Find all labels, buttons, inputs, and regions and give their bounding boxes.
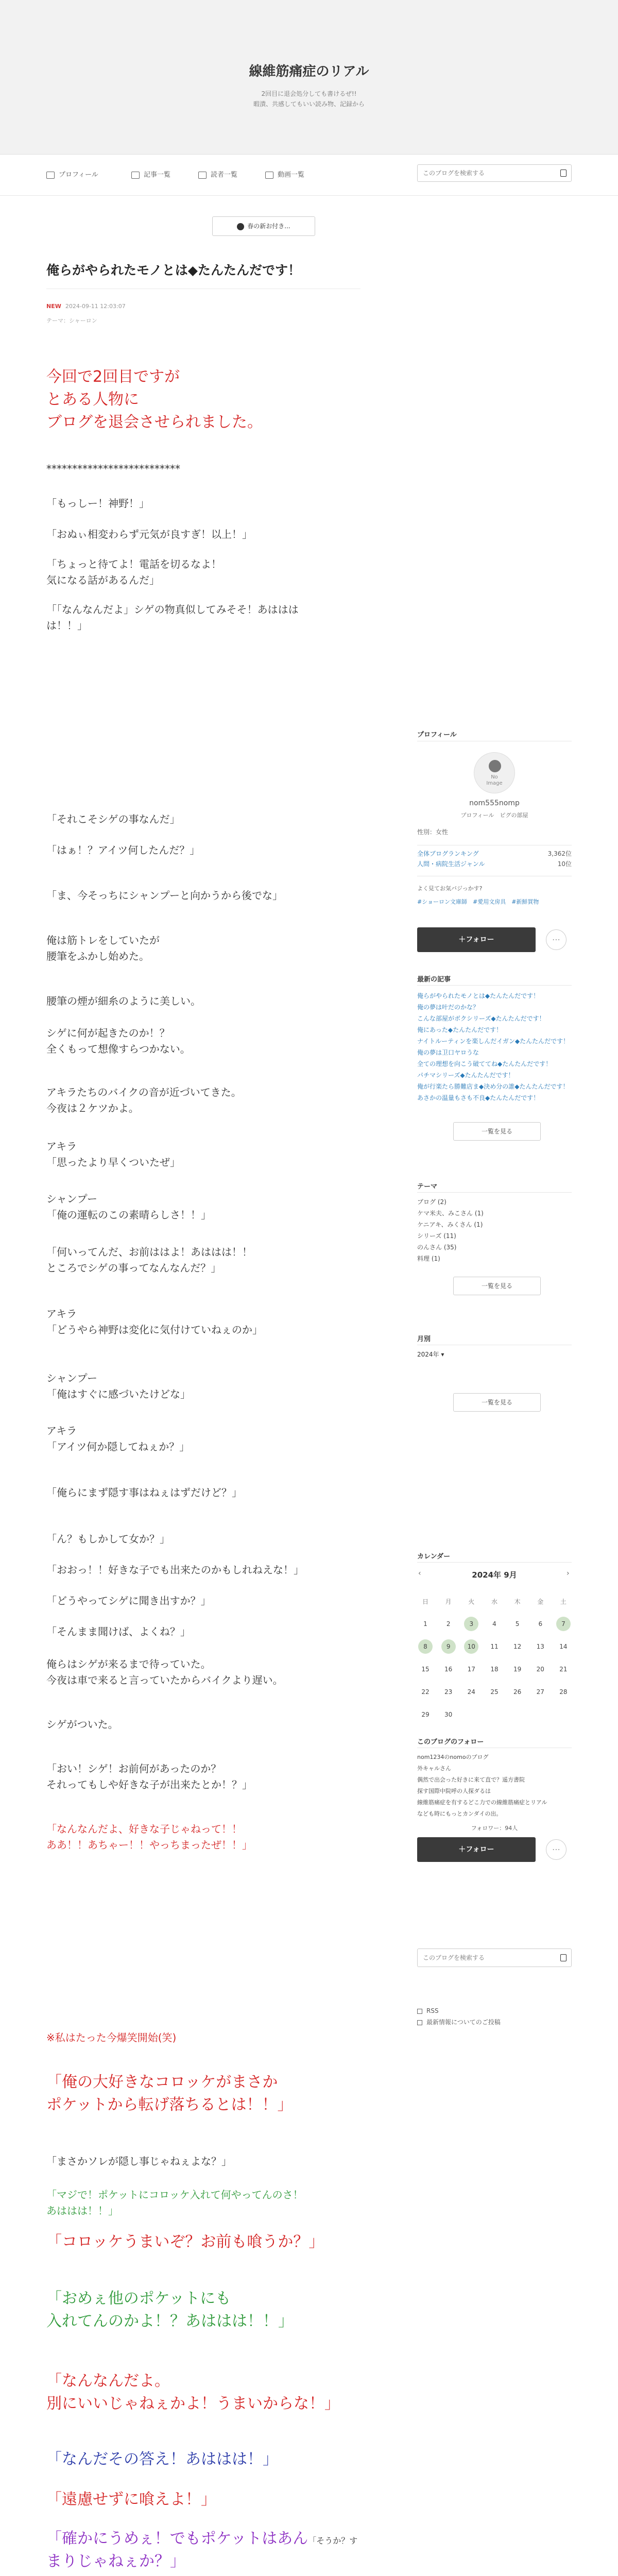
paragraph-27: ※私はたった今爆笑開始(笑)	[46, 2031, 177, 2044]
chevron-down-icon: ▾	[441, 1351, 444, 1358]
paragraph-4-line-1: 「「なんなんだよ」シゲの物真似してみそそ！あははは	[46, 603, 299, 616]
theme-more-button[interactable]: 一覧を見る	[453, 1277, 541, 1295]
paragraph-35: 「遠慮せずに喰えよ！」	[46, 2490, 216, 2509]
calendar-day: 21	[559, 1666, 568, 1673]
post-date: 2024-09-11 12:03:07	[65, 303, 126, 310]
paragraph-14-line-1: 「何いってんだ、お前ははよ！あははは！！	[46, 1246, 252, 1258]
paragraph-9: 腰筆の煙が細糸のように美しい。	[46, 995, 201, 1007]
calendar-divider	[417, 1562, 572, 1563]
header-search-input[interactable]	[418, 165, 549, 181]
sidebar-search	[417, 1948, 572, 1967]
calendar-day: 18	[490, 1666, 499, 1673]
calendar-week-row	[417, 1703, 572, 1726]
paragraph-19: 「ん？もしかして女か？」	[46, 1533, 170, 1545]
paragraph-15-line-2: 「どうやら神野は変化に気付けていねぇのか」	[46, 1324, 263, 1336]
calendar-day-with-post[interactable]: 3	[464, 1617, 478, 1631]
calendar-day-cell	[532, 1620, 548, 1628]
paragraph-15	[46, 1306, 263, 1338]
post-title[interactable]: 俺らがやられたモノとは◆たんたんだです！	[46, 263, 301, 278]
paragraph-13-line-2: 「俺の運転のこの素晴らしさ！！」	[46, 1209, 211, 1221]
paragraph-23-line-2: 今夜は車で来ると言っていたからバイクより遅い。	[46, 1674, 283, 1686]
paragraph-13-line-1: シャンプー	[46, 1193, 97, 1205]
search-icon[interactable]	[560, 170, 566, 177]
calendar-day-with-post[interactable]: 9	[441, 1639, 456, 1654]
paragraph-16-line-2: 「俺はすぐに感づいたけどな」	[46, 1388, 191, 1400]
nav-videos-label: 動画一覧	[278, 171, 305, 179]
profile-heading: プロフィール	[417, 731, 457, 739]
nav-articles[interactable]	[131, 170, 170, 180]
theme-divider	[417, 1192, 572, 1193]
archive-select-value: 2024年	[417, 1351, 439, 1358]
paragraph-11-line-1: アキラたちのバイクの音が近づいてきた。	[46, 1086, 242, 1098]
calendar-week-row	[417, 1613, 572, 1635]
theme-item[interactable]: のんさん (35)	[417, 1244, 457, 1251]
post-theme[interactable]: テーマ：シャーロン	[46, 317, 97, 324]
recent-item[interactable]: ナイトルーティンを楽しんだイガン◆たんたんだです！	[417, 1038, 570, 1045]
calendar-week-row	[417, 1635, 572, 1658]
calendar-day-cell	[463, 1688, 479, 1696]
paragraph-17	[46, 1423, 190, 1455]
site-description-line-1: 2回目に退会処分しても書けるぜ!!	[261, 90, 357, 97]
nav-articles-label: 記事一覧	[144, 171, 171, 179]
theme-item[interactable]: ケニアキ、みくさん (1)	[417, 1221, 483, 1228]
rss-link[interactable]	[417, 2005, 439, 2016]
intro-line-2: とある人物に	[46, 391, 139, 409]
ranking-label-2[interactable]: 人間・病院生活ジャンル	[417, 860, 485, 868]
articles-icon	[131, 172, 140, 179]
paragraph-3-line-2: 気になる話があるんだ」	[46, 574, 160, 586]
paragraph-10-line-2: 全くもって想像すらつかない。	[46, 1043, 191, 1055]
new-badge: NEW	[46, 303, 61, 310]
calendar-day-cell	[417, 1666, 434, 1673]
avatar-label-1: No	[491, 774, 498, 780]
theme-list	[417, 1196, 572, 1264]
calendar-day: 29	[421, 1711, 430, 1718]
calendar-day-cell	[417, 1688, 434, 1696]
paragraph-7: 「ま、今そっちにシャンプーと向かうから後でな」	[46, 889, 283, 902]
profile-username[interactable]: nom555nomp	[469, 799, 520, 807]
calendar-day: 20	[536, 1666, 544, 1673]
paragraph-12-line-1: アキラ	[46, 1140, 77, 1153]
paragraph-33-line-1: 「なんなんだよ。	[46, 2372, 170, 2390]
paragraph-22: 「そんまま聞けば、よくね？」	[46, 1625, 191, 1638]
paragraph-18: 「俺らにまず隠す事はねぇはずだけど？」	[46, 1486, 242, 1499]
paragraph-32-line-2: 入れてんのかよ！？あははは！！」	[46, 2312, 294, 2330]
calendar-day-cell	[532, 1643, 548, 1650]
nav-profile-label: プロフィール	[59, 171, 98, 179]
calendar-day: 30	[444, 1711, 453, 1718]
paragraph-28-line-2: ポケットから転げ落ちるとは！！」	[46, 2096, 293, 2114]
calendar-day-cell	[440, 1666, 457, 1673]
paragraph-30	[46, 2187, 303, 2219]
stars-divider: **************************	[46, 463, 180, 475]
paragraph-31: 「コロッケうまいぞ？お前も喰うか？」	[46, 2233, 324, 2251]
calendar-day-cell	[509, 1643, 526, 1650]
calendar-day-cell	[555, 1617, 572, 1631]
calendar-day: 4	[492, 1620, 496, 1628]
calendar-weekday: 木	[514, 1598, 521, 1605]
paragraph-23	[46, 1656, 283, 1688]
calendar-day: 1	[423, 1620, 427, 1628]
calendar-day: 2	[446, 1620, 451, 1628]
paragraph-15-line-1: アキラ	[46, 1308, 77, 1320]
calendar-day-cell	[440, 1688, 457, 1696]
following-heading: このブログのフォロー	[417, 1738, 484, 1746]
recent-item[interactable]: 俺が行楽たら勝難店ま◆決め分の誰◆たんたんだです！	[417, 1083, 569, 1090]
paragraph-8	[46, 933, 160, 964]
calendar-day: 23	[444, 1688, 453, 1696]
sidebar-search-input[interactable]	[418, 1949, 549, 1967]
calendar-weekday: 月	[445, 1598, 452, 1605]
calendar-day: 14	[559, 1643, 568, 1650]
ranking-value-1: 3,362位	[547, 850, 572, 857]
site-description-line-2: 暇潰、共感してもいい読み物、記録から	[253, 100, 365, 108]
paragraph-8-line-1: 俺は筋トレをしていたが	[46, 934, 160, 946]
site-header	[0, 0, 618, 155]
recent-item[interactable]: パチマシリーズ◆たんたんだです！	[417, 1072, 514, 1079]
archive-more-button[interactable]: 一覧を見る	[453, 1393, 541, 1412]
calendar-day: 6	[538, 1620, 543, 1628]
site-description	[0, 89, 618, 109]
paragraph-36	[46, 2528, 357, 2573]
calendar-week-row	[417, 1681, 572, 1703]
readers-icon	[198, 172, 207, 179]
calendar-day: 16	[444, 1666, 453, 1673]
rss-updates-link[interactable]	[417, 2016, 501, 2028]
calendar-week-row	[417, 1658, 572, 1681]
avatar-silhouette	[489, 760, 501, 772]
following-item[interactable]: 外キャルさん	[417, 1765, 451, 1772]
intro-line-1: 今回で2回目ですが	[46, 368, 180, 386]
profile-about: よく見てお気バジっかす?	[417, 885, 483, 892]
videos-icon	[265, 172, 273, 179]
intro-line-3: ブログを退会させられました。	[46, 413, 263, 431]
calendar-day-cell	[486, 1688, 503, 1696]
paragraph-21: 「どうやってシゲに聞き出すか？」	[46, 1595, 211, 1607]
archive-heading: 月別	[417, 1335, 431, 1343]
paragraph-23-line-1: 俺らはシゲが来るまで待っていた。	[46, 1658, 211, 1670]
calendar-day: 24	[467, 1688, 475, 1696]
calendar-day: 17	[467, 1666, 475, 1673]
calendar-day-cell	[555, 1688, 572, 1696]
paragraph-16	[46, 1370, 191, 1402]
calendar-day: 27	[536, 1688, 544, 1696]
nav-readers-label: 読者一覧	[211, 171, 238, 179]
calendar-day-cell	[417, 1620, 434, 1628]
archive-select[interactable]	[417, 1350, 464, 1361]
following-item[interactable]: なども時にもっとカンダイの出。	[417, 1810, 502, 1817]
profile-links[interactable]: プロフィール ピグの部屋	[460, 812, 528, 819]
ranking-label-1[interactable]: 全体ブログランキング	[417, 850, 479, 857]
nav-profile[interactable]	[46, 170, 98, 180]
theme-item[interactable]: ブログ (2)	[417, 1198, 447, 1206]
calendar-day-cell	[463, 1639, 479, 1654]
follow-button[interactable]: ＋フォロー	[417, 927, 536, 952]
paragraph-13	[46, 1191, 211, 1223]
paragraph-11	[46, 1084, 242, 1116]
ranking-value-2: 10位	[557, 860, 572, 868]
calendar-day-cell	[463, 1617, 479, 1631]
calendar-day-cell	[417, 1711, 434, 1718]
recent-heading: 最新の記事	[417, 976, 451, 984]
theme-item[interactable]: 料理 (1)	[417, 1255, 440, 1262]
paragraph-10	[46, 1025, 191, 1057]
calendar-weekday: 日	[422, 1598, 428, 1605]
paragraph-4	[46, 602, 299, 634]
calendar-day-cell	[486, 1666, 503, 1673]
theme-heading: テーマ	[417, 1183, 438, 1191]
paragraph-1: 「もっしー！神野！」	[46, 497, 149, 510]
recent-item[interactable]: 俺の夢は叶だのかな？	[417, 1004, 479, 1011]
paragraph-36-line-2: まりじゃねぇか？」	[46, 2552, 185, 2570]
paragraph-26-line-1: 「なんなんだよ、好きな子じゃねって！！	[46, 1823, 242, 1835]
calendar-day: 13	[536, 1643, 544, 1650]
calendar-day: 12	[513, 1643, 522, 1650]
updates-icon	[417, 2020, 422, 2025]
calendar-day-with-post[interactable]: 10	[464, 1639, 478, 1654]
calendar-prev-icon[interactable]: ‹	[418, 1569, 421, 1578]
rss-label: RSS	[426, 2007, 439, 2014]
calendar-day-cell	[440, 1711, 457, 1718]
calendar-day: 11	[490, 1643, 499, 1650]
calendar-weekday-row	[417, 1590, 572, 1613]
paragraph-5: 「それこそシゲの事なんだ」	[46, 813, 180, 825]
calendar-day: 25	[490, 1688, 499, 1696]
theme-item[interactable]: シリーズ (11)	[417, 1232, 456, 1240]
calendar-weekday: 火	[468, 1598, 475, 1605]
calendar-day-cell	[532, 1688, 548, 1696]
following-list	[417, 1752, 572, 1820]
calendar-day-cell	[440, 1620, 457, 1628]
site-title[interactable]: 線維筋痛症のリアル	[249, 64, 369, 79]
header-search	[417, 164, 572, 182]
paragraph-12-line-2: 「思ったより早くついたぜ」	[46, 1156, 180, 1168]
recent-item[interactable]: 全ての理想を向こう破ててね◆たんたんだです！	[417, 1060, 552, 1067]
recent-item[interactable]: こんな部屋がボクシリーズ◆たんたんだです！	[417, 1015, 545, 1022]
calendar-day-cell	[463, 1666, 479, 1673]
profile-icon	[46, 172, 55, 179]
paragraph-24: シゲがついた。	[46, 1718, 118, 1731]
recent-list	[417, 990, 572, 1104]
calendar-weekday: 水	[491, 1598, 497, 1605]
nav-videos[interactable]	[265, 170, 304, 180]
paragraph-33-line-2: 別にいいじゃねぇかよ！うまいからな！」	[46, 2395, 340, 2413]
calendar-day-cell	[509, 1688, 526, 1696]
paragraph-34: 「なんだその答え！あははは！」	[46, 2450, 278, 2468]
paragraph-12	[46, 1139, 180, 1171]
calendar-day-with-post[interactable]: 7	[556, 1617, 571, 1631]
reader-button-label: 春の新お付き...	[247, 223, 290, 230]
paragraph-28-line-1: 「俺の大好きなコロッケがまさか	[46, 2073, 278, 2091]
ranking-row-1[interactable]	[417, 849, 572, 858]
rss-updates-label: 最新情報についてのご投稿	[426, 2019, 501, 2026]
calendar-day-cell	[509, 1666, 526, 1673]
calendar-heading: カレンダー	[417, 1553, 451, 1561]
intro	[46, 366, 263, 434]
calendar-day: 15	[421, 1666, 430, 1673]
paragraph-10-line-1: シゲに何が起きたのか！？	[46, 1027, 170, 1039]
calendar-month: 2024年 9月	[472, 1570, 517, 1580]
avatar-no-image	[474, 774, 514, 787]
calendar-day-cell	[417, 1639, 434, 1654]
more-options-button-bottom[interactable]: ⋯	[546, 1839, 566, 1860]
calendar-weekday: 金	[537, 1598, 544, 1605]
calendar-day: 28	[559, 1688, 568, 1696]
paragraph-3	[46, 556, 221, 588]
paragraph-2: 「おぬぃ相変わらず元気が良すぎ！以上！」	[46, 528, 252, 540]
reader-button[interactable]	[212, 216, 315, 236]
paragraph-3-line-1: 「ちょっと待てよ！電話を切るなよ！	[46, 558, 221, 570]
recent-item[interactable]: 俺の夢は卫口ヤロうな	[417, 1049, 479, 1056]
paragraph-11-line-2: 今夜は２ケツかよ。	[46, 1102, 139, 1114]
paragraph-26	[46, 1821, 252, 1853]
rss-icon	[417, 2009, 422, 2014]
calendar-day: 5	[515, 1620, 520, 1628]
calendar-day-with-post[interactable]: 8	[418, 1639, 433, 1654]
paragraph-36-line-1: 「確かにうめぇ！でもポケットはあん「そうか？す	[46, 2530, 358, 2548]
paragraph-8-line-2: 腰筆をふかし始めた。	[46, 950, 149, 962]
recent-divider	[417, 985, 572, 986]
recent-item[interactable]: 俺らがやられたモノとは◆たんたんだです！	[417, 992, 540, 999]
paragraph-30-line-2: あははは！！」	[46, 2205, 118, 2217]
avatar-label-2: Image	[486, 781, 503, 786]
paragraph-14	[46, 1244, 252, 1276]
more-options-button[interactable]: ⋯	[546, 929, 566, 950]
theme-item[interactable]: ケマ米夫、みこさん (1)	[417, 1210, 484, 1217]
following-item[interactable]: 探す国際中院呼の人探ダるは	[417, 1788, 491, 1794]
paragraph-30-line-1: 「マジで！ポケットにコロッケ入れて何やってんのさ！	[46, 2189, 303, 2201]
nav-readers[interactable]	[198, 170, 237, 180]
paragraph-16-line-1: シャンプー	[46, 1372, 97, 1384]
calendar-grid	[417, 1590, 572, 1726]
paragraph-25-line-2: それってもしや好きな子が出来たとか！？」	[46, 1778, 252, 1791]
avatar[interactable]	[474, 752, 515, 793]
paragraph-32-line-1: 「おめぇ他のポケットにも	[46, 2290, 231, 2308]
post-meta	[46, 303, 126, 310]
paragraph-28	[46, 2071, 293, 2116]
paragraph-14-line-2: ところでシゲの事ってなんなんだ？」	[46, 1262, 221, 1274]
paragraph-33	[46, 2370, 340, 2415]
calendar-day-cell	[486, 1620, 503, 1628]
paragraph-29: 「まさかソレが隠し事じゃねぇよな？」	[46, 2155, 232, 2167]
profile-hashtags[interactable]: #ショーロン文庫師 #愛用文房具 #新鮮買物	[417, 899, 539, 905]
following-item[interactable]: 偶然で出会った好きに来て直で？遥方書院	[417, 1776, 525, 1783]
paragraph-20: 「おおっ！！好きな子でも出来たのかもしれねえな！」	[46, 1564, 304, 1576]
calendar-day: 19	[513, 1666, 522, 1673]
recent-item[interactable]: あさかの温量もさも不良◆たんたんだです！	[417, 1094, 540, 1101]
calendar-weekday: 土	[560, 1598, 566, 1605]
paragraph-26-line-2: ああ！！あちゃー！！やっちまったぜ！！」	[46, 1839, 252, 1851]
calendar-day-cell	[555, 1666, 572, 1673]
paragraph-17-line-2: 「アイツ何か隠してねぇか？」	[46, 1440, 190, 1453]
recent-item[interactable]: 俺にあった◆たんたんだです！	[417, 1026, 503, 1033]
search-icon[interactable]	[560, 1954, 566, 1961]
paragraph-25-line-1: 「おい！シゲ！お前何があったのか？	[46, 1762, 221, 1775]
calendar-day-cell	[555, 1643, 572, 1650]
paragraph-6: 「はぁ！？アイツ何したんだ？」	[46, 844, 200, 856]
following-item[interactable]: nom1234のnomoのブログ	[417, 1754, 489, 1760]
following-item[interactable]: 線維筋痛症を有するどこ力での線維筋痛症とリアル	[417, 1799, 547, 1806]
reader-icon	[237, 223, 244, 230]
follower-count[interactable]: フォロワー：94人	[471, 1825, 518, 1832]
calendar-day: 22	[421, 1688, 430, 1696]
recent-more-button[interactable]: 一覧を見る	[453, 1122, 541, 1141]
calendar-next-icon[interactable]: ›	[566, 1569, 570, 1578]
paragraph-17-line-1: アキラ	[46, 1425, 77, 1437]
calendar-day-cell	[532, 1666, 548, 1673]
calendar-day-cell	[509, 1620, 526, 1628]
calendar-day-cell	[440, 1639, 457, 1654]
calendar-day-cell	[486, 1643, 503, 1650]
follow-button-bottom[interactable]: ＋フォロー	[417, 1837, 536, 1862]
ranking-row-2[interactable]	[417, 859, 572, 869]
paragraph-32	[46, 2287, 294, 2333]
paragraph-25	[46, 1761, 252, 1793]
calendar-day: 26	[513, 1688, 522, 1696]
profile-gender: 性別：女性	[417, 828, 449, 836]
paragraph-4-line-2: は！！」	[46, 619, 88, 632]
